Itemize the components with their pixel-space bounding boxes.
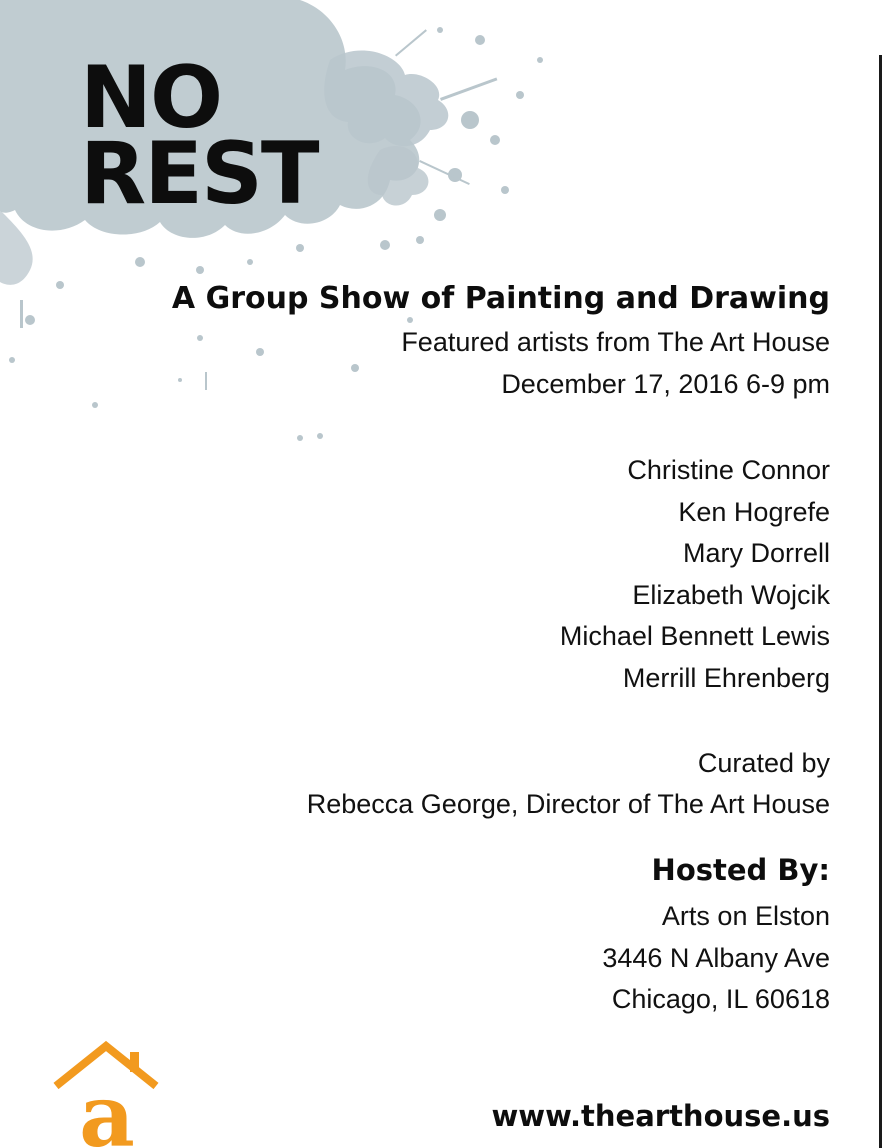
venue-name: Arts on Elston	[661, 901, 830, 931]
event-date: December 17, 2016 6-9 pm	[501, 369, 830, 399]
curated-label: Curated by	[697, 748, 830, 778]
artist-name: Ken Hogrefe	[678, 496, 830, 527]
right-border-line	[879, 55, 882, 1148]
hosted-by-heading: Hosted By:	[651, 853, 830, 887]
venue-block	[602, 896, 830, 1021]
show-subtitle: A Group Show of Painting and Drawing	[171, 281, 830, 316]
artist-name: Elizabeth Wojcik	[632, 579, 830, 610]
address-street: 3446 N Albany Ave	[602, 942, 830, 973]
artist-list	[560, 450, 830, 699]
title-line-1: NO	[80, 48, 222, 148]
artist-name: Mary Dorrell	[682, 538, 830, 568]
logo-letter: a	[79, 1066, 135, 1148]
artist-name: Merrill Ehrenberg	[622, 662, 830, 693]
curated-block	[307, 743, 830, 825]
title-line-2: REST	[80, 124, 318, 224]
artist-name: Christine Connor	[627, 455, 830, 485]
poster-title	[80, 48, 318, 224]
featured-line: Featured artists from The Art House	[401, 327, 830, 357]
address-city: Chicago, IL 60618	[611, 984, 830, 1014]
art-house-logo	[50, 1038, 162, 1148]
curator-name: Rebecca George, Director of The Art House	[306, 789, 830, 819]
artist-name: Michael Bennett Lewis	[559, 621, 830, 651]
website-link[interactable]: www.thearthouse.us	[491, 1099, 830, 1133]
